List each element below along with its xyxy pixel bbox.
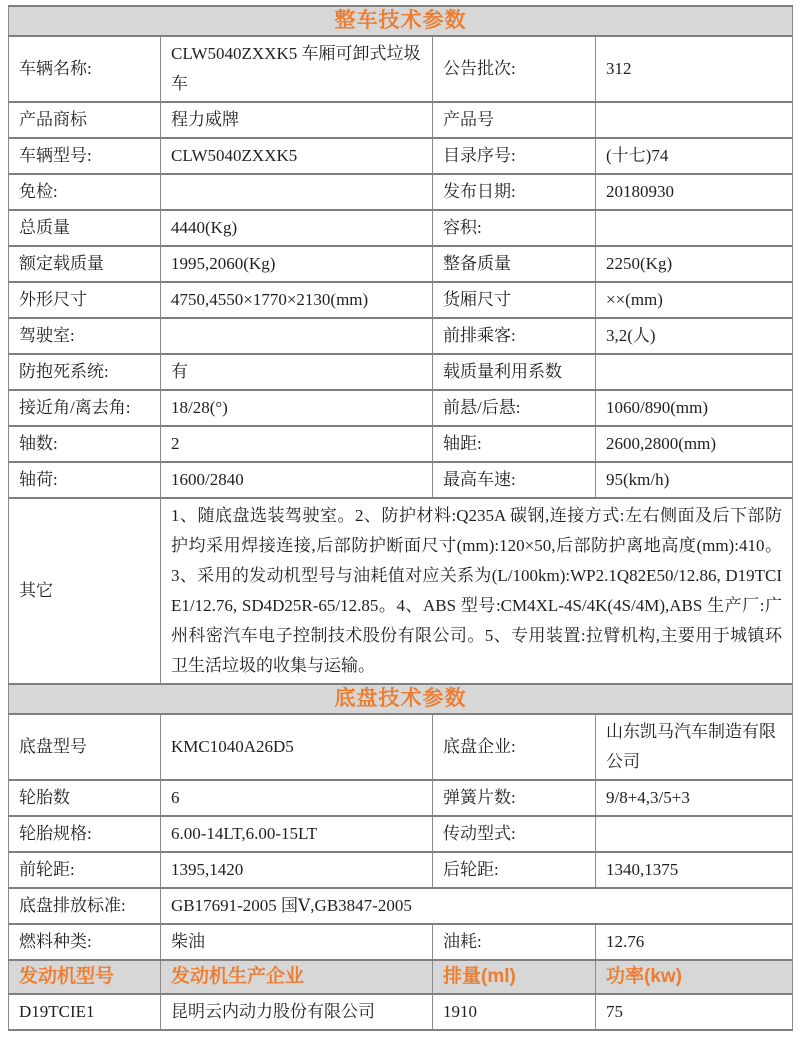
param-label: 外形尺寸 (9, 282, 161, 318)
row-engine-header (9, 960, 793, 994)
vehicle-section-title: 整车技术参数 (9, 6, 793, 36)
param-label: 产品号 (433, 102, 596, 138)
engine-col-displacement: 排量(ml) (433, 960, 596, 994)
engine-col-power: 功率(kw) (596, 960, 793, 994)
engine-displacement-value: 1910 (433, 994, 596, 1030)
param-label: 前悬/后悬: (433, 390, 596, 426)
param-value: 312 (596, 36, 793, 102)
engine-col-model: 发动机型号 (9, 960, 161, 994)
param-label: 其它 (9, 498, 161, 684)
row-dimensions (9, 282, 793, 318)
row-rated-load (9, 246, 793, 282)
param-label: 底盘型号 (9, 714, 161, 780)
param-value: CLW5040ZXXK5 (161, 138, 433, 174)
param-label: 车辆型号: (9, 138, 161, 174)
engine-col-maker: 发动机生产企业 (161, 960, 433, 994)
row-other (9, 498, 793, 684)
param-value (596, 354, 793, 390)
param-value: 2250(Kg) (596, 246, 793, 282)
other-notes-value: 1、随底盘选装驾驶室。2、防护材料:Q235A 碳钢,连接方式:左右侧面及后下部防护均采用焊接连接,后部防护断面尺寸(mm):120×50,后部防护离地高度(mm):410。3、采用的发动机型号与油耗值对应关系为(L/100km):WP2.1Q82E50/12.86, D19TCIE1/12.76, SD4D25R-65/12.85。4、ABS 型号:CM4XL-4S/4K(4S/4M),ABS 生产厂:广州科密汽车电子控制技术股份有限公司。5、专用装置:拉臂机构,主要用于城镇环卫生活垃圾的收集与运输。 (161, 498, 793, 684)
param-label: 弹簧片数: (433, 780, 596, 816)
param-value: (十七)74 (596, 138, 793, 174)
row-fuel-type (9, 924, 793, 960)
param-value: 6 (161, 780, 433, 816)
row-tire-count (9, 780, 793, 816)
param-label: 总质量 (9, 210, 161, 246)
row-tire-spec (9, 816, 793, 852)
row-axle-load (9, 462, 793, 498)
param-value: 1395,1420 (161, 852, 433, 888)
engine-model-value: D19TCIE1 (9, 994, 161, 1030)
param-value: 20180930 (596, 174, 793, 210)
param-value: 1340,1375 (596, 852, 793, 888)
param-value (596, 210, 793, 246)
param-value: 4440(Kg) (161, 210, 433, 246)
param-value: 6.00-14LT,6.00-15LT (161, 816, 433, 852)
param-label: 底盘排放标准: (9, 888, 161, 924)
row-cab (9, 318, 793, 354)
param-label: 额定载质量 (9, 246, 161, 282)
param-value (161, 174, 433, 210)
param-value: 3,2(人) (596, 318, 793, 354)
param-label: 车辆名称: (9, 36, 161, 102)
param-label: 产品商标 (9, 102, 161, 138)
param-value: 有 (161, 354, 433, 390)
row-emission-standard (9, 888, 793, 924)
row-brand (9, 102, 793, 138)
param-value (596, 816, 793, 852)
param-label: 整备质量 (433, 246, 596, 282)
row-abs-system (9, 354, 793, 390)
param-value: 1600/2840 (161, 462, 433, 498)
chassis-section-title: 底盘技术参数 (9, 684, 793, 714)
param-label: 轮胎规格: (9, 816, 161, 852)
section-header-chassis (9, 684, 793, 714)
param-value (596, 102, 793, 138)
param-value (161, 318, 433, 354)
param-value: 18/28(°) (161, 390, 433, 426)
spec-table (8, 5, 793, 1031)
param-label: 后轮距: (433, 852, 596, 888)
param-label: 公告批次: (433, 36, 596, 102)
param-label: 接近角/离去角: (9, 390, 161, 426)
param-value: 2 (161, 426, 433, 462)
row-axle-count (9, 426, 793, 462)
row-chassis-model (9, 714, 793, 780)
param-label: 载质量利用系数 (433, 354, 596, 390)
param-value: 1060/890(mm) (596, 390, 793, 426)
param-label: 免检: (9, 174, 161, 210)
param-value: 2600,2800(mm) (596, 426, 793, 462)
param-label: 前轮距: (9, 852, 161, 888)
param-label: 底盘企业: (433, 714, 596, 780)
param-label: 容积: (433, 210, 596, 246)
param-label: 轴数: (9, 426, 161, 462)
param-value: 12.76 (596, 924, 793, 960)
param-label: 驾驶室: (9, 318, 161, 354)
param-label: 发布日期: (433, 174, 596, 210)
engine-maker-value: 昆明云内动力股份有限公司 (161, 994, 433, 1030)
param-value: 9/8+4,3/5+3 (596, 780, 793, 816)
param-label: 最高车速: (433, 462, 596, 498)
param-label: 货厢尺寸 (433, 282, 596, 318)
param-value: ××(mm) (596, 282, 793, 318)
engine-power-value: 75 (596, 994, 793, 1030)
param-label: 目录序号: (433, 138, 596, 174)
param-label: 轮胎数 (9, 780, 161, 816)
emission-standard-value: GB17691-2005 国Ⅴ,GB3847-2005 (161, 888, 793, 924)
param-value: KMC1040A26D5 (161, 714, 433, 780)
param-value: 程力威牌 (161, 102, 433, 138)
row-exempt-inspection (9, 174, 793, 210)
param-value: 4750,4550×1770×2130(mm) (161, 282, 433, 318)
row-vehicle-name (9, 36, 793, 102)
param-value: 1995,2060(Kg) (161, 246, 433, 282)
row-engine-data (9, 994, 793, 1030)
param-label: 传动型式: (433, 816, 596, 852)
param-value: 95(km/h) (596, 462, 793, 498)
param-label: 防抱死系统: (9, 354, 161, 390)
row-approach-departure-angle (9, 390, 793, 426)
param-label: 轴荷: (9, 462, 161, 498)
param-label: 油耗: (433, 924, 596, 960)
param-value: 柴油 (161, 924, 433, 960)
param-value: 山东凯马汽车制造有限公司 (596, 714, 793, 780)
section-header-vehicle (9, 6, 793, 36)
row-model (9, 138, 793, 174)
row-total-mass (9, 210, 793, 246)
param-label: 前排乘客: (433, 318, 596, 354)
param-value: CLW5040ZXXK5 车厢可卸式垃圾车 (161, 36, 433, 102)
param-label: 轴距: (433, 426, 596, 462)
param-label: 燃料种类: (9, 924, 161, 960)
row-track-width (9, 852, 793, 888)
